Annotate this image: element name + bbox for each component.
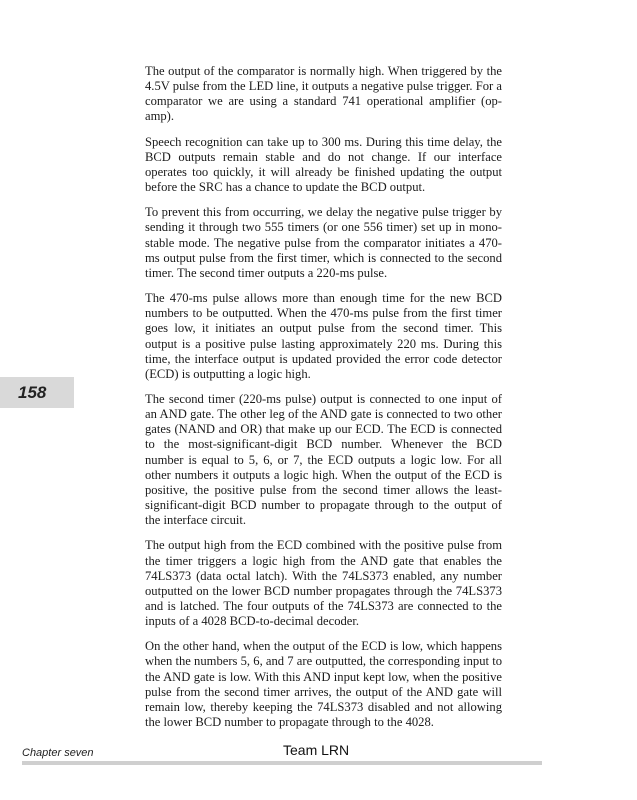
paragraph-2: Speech recognition can take up to 300 ms. During this time delay, the BCD outputs remain stable and do not change. If our interface operates too quickly, it will already be finished updating the output before the SRC has a chance to update the BCD output.: [145, 134, 502, 195]
chapter-label: Chapter seven: [22, 747, 94, 759]
paragraph-5: The second timer (220-ms pulse) output is connected to one input of an AND gate. The other leg of the AND gate is connected to two other gates (NAND and OR) that make up our ECD. The ECD is connected to the most-significant-digit BCD number. Whenever the BCD number is equal to 5, 6, or 7, the ECD outputs a logic low. For all other numbers it outputs a logic high. When the output of the ECD is positive, the positive pulse from the second timer allows the least-significant-digit BCD number to propagate through to the output of the interface circuit.: [145, 391, 502, 528]
paragraph-1: The output of the comparator is normally high. When triggered by the 4.5V pulse from the LED line, it outputs a negative pulse trigger. For a comparator we are using a standard 741 operational amplifier (op-amp).: [145, 64, 502, 124]
paragraph-7: On the other hand, when the output of the ECD is low, which happens when the numbers 5, 6, and 7 are outputted, the corresponding input to the AND gate is low. With this AND input kept low, when the positive pulse from the second timer arrives, the output of the AND gate will remain low, thereby keeping the 74LS373 disabled and not allowing the lower BCD number to propagate through to the 4028.: [145, 639, 502, 730]
footer-divider: [22, 761, 542, 765]
paragraph-3: To prevent this from occurring, we delay the negative pulse trigger by sending it through two 555 timers (or one 556 timer) set up in mono-stable mode. The negative pulse from the comparator initiates a 470-ms output pulse from the first timer, which is connected to the second timer. The second timer outputs a 220-ms pulse.: [145, 205, 502, 280]
footer-center-text: Team LRN: [283, 742, 350, 758]
paragraph-6: The output high from the ECD combined with the positive pulse from the timer triggers a logic high from the AND gate that enables the 74LS373 (data octal latch). With the 74LS373 enabled, any number outputted on the lower BCD number propagates through the 74LS373 and is latched. The four outputs of the 74LS373 are connected to the inputs of a 4028 BCD-to-decimal decoder.: [145, 538, 502, 629]
page-number: 158: [0, 377, 74, 408]
paragraph-4: The 470-ms pulse allows more than enough time for the new BCD numbers to be outputted. When the 470-ms pulse from the first timer goes low, it initiates an output pulse from the second timer. This output is a positive pulse lasting approximately 220 ms. During this time, the interface output is updated provided the error code detector (ECD) is outputting a logic high.: [145, 291, 502, 381]
body-text: [145, 64, 502, 740]
